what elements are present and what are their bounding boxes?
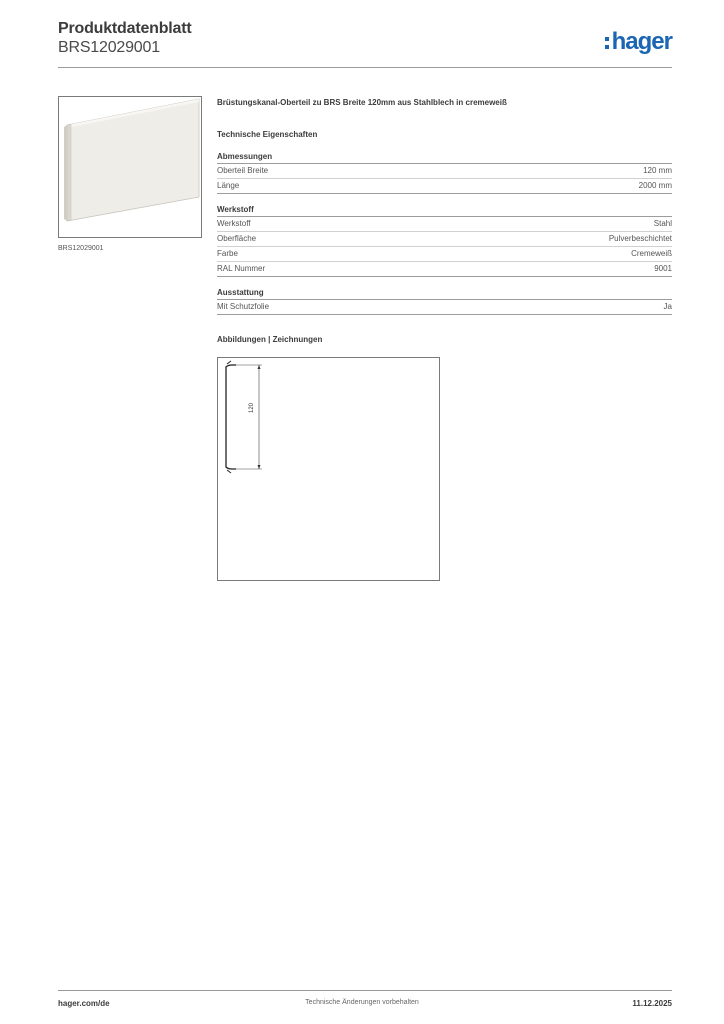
property-label: Werkstoff: [217, 219, 251, 228]
group-title: Abmessungen: [217, 151, 672, 164]
hager-logo: [605, 30, 672, 54]
logo-text: hager: [611, 28, 672, 55]
property-value: 2000 mm: [638, 181, 672, 190]
property-label: Länge: [217, 181, 240, 190]
property-value: Stahl: [653, 219, 672, 228]
property-row: [217, 179, 672, 194]
product-illustration: [59, 97, 201, 237]
product-description: Brüstungskanal-Oberteil zu BRS Breite 120mm aus Stahlblech in cremeweiß: [217, 98, 507, 107]
properties-group-material: [217, 204, 672, 277]
footer-date: 11.12.2025: [632, 999, 672, 1008]
drawings-heading: Abbildungen | Zeichnungen: [217, 335, 323, 344]
dimension-label: 120: [249, 402, 255, 413]
tech-properties-heading: Technische Eigenschaften: [217, 130, 318, 139]
group-title: Ausstattung: [217, 287, 672, 300]
property-value: Ja: [663, 302, 672, 311]
properties-group-equipment: [217, 287, 672, 315]
group-title: Werkstoff: [217, 204, 672, 217]
profile-drawing: [218, 358, 439, 580]
property-label: RAL Nummer: [217, 264, 266, 273]
property-row: [217, 232, 672, 247]
property-label: Mit Schutzfolie: [217, 302, 270, 311]
product-details: [217, 97, 672, 346]
property-label: Oberfläche: [217, 234, 257, 243]
property-row: [217, 262, 672, 277]
property-row: [217, 300, 672, 315]
article-number: BRS12029001: [58, 39, 160, 56]
properties-group-dimensions: [217, 151, 672, 194]
footer-notice: Technische Änderungen vorbehalten: [305, 999, 419, 1006]
image-caption: BRS12029001: [58, 245, 104, 252]
property-value: Cremeweiß: [631, 249, 672, 258]
property-label: Farbe: [217, 249, 238, 258]
property-value: 9001: [654, 264, 672, 273]
footer-divider: [58, 990, 672, 991]
technical-drawing: [217, 357, 440, 581]
property-row: [217, 247, 672, 262]
page-header: [58, 20, 672, 68]
header-divider: [58, 67, 672, 68]
footer-website: hager.com/de: [58, 999, 110, 1008]
property-row: [217, 164, 672, 179]
property-row: [217, 217, 672, 232]
property-value: Pulverbeschichtet: [608, 234, 672, 243]
property-value: 120 mm: [643, 166, 672, 175]
product-image: [58, 96, 202, 238]
property-label: Oberteil Breite: [217, 166, 269, 175]
document-title: Produktdatenblatt: [58, 20, 192, 37]
logo-dots-icon: [605, 34, 610, 50]
